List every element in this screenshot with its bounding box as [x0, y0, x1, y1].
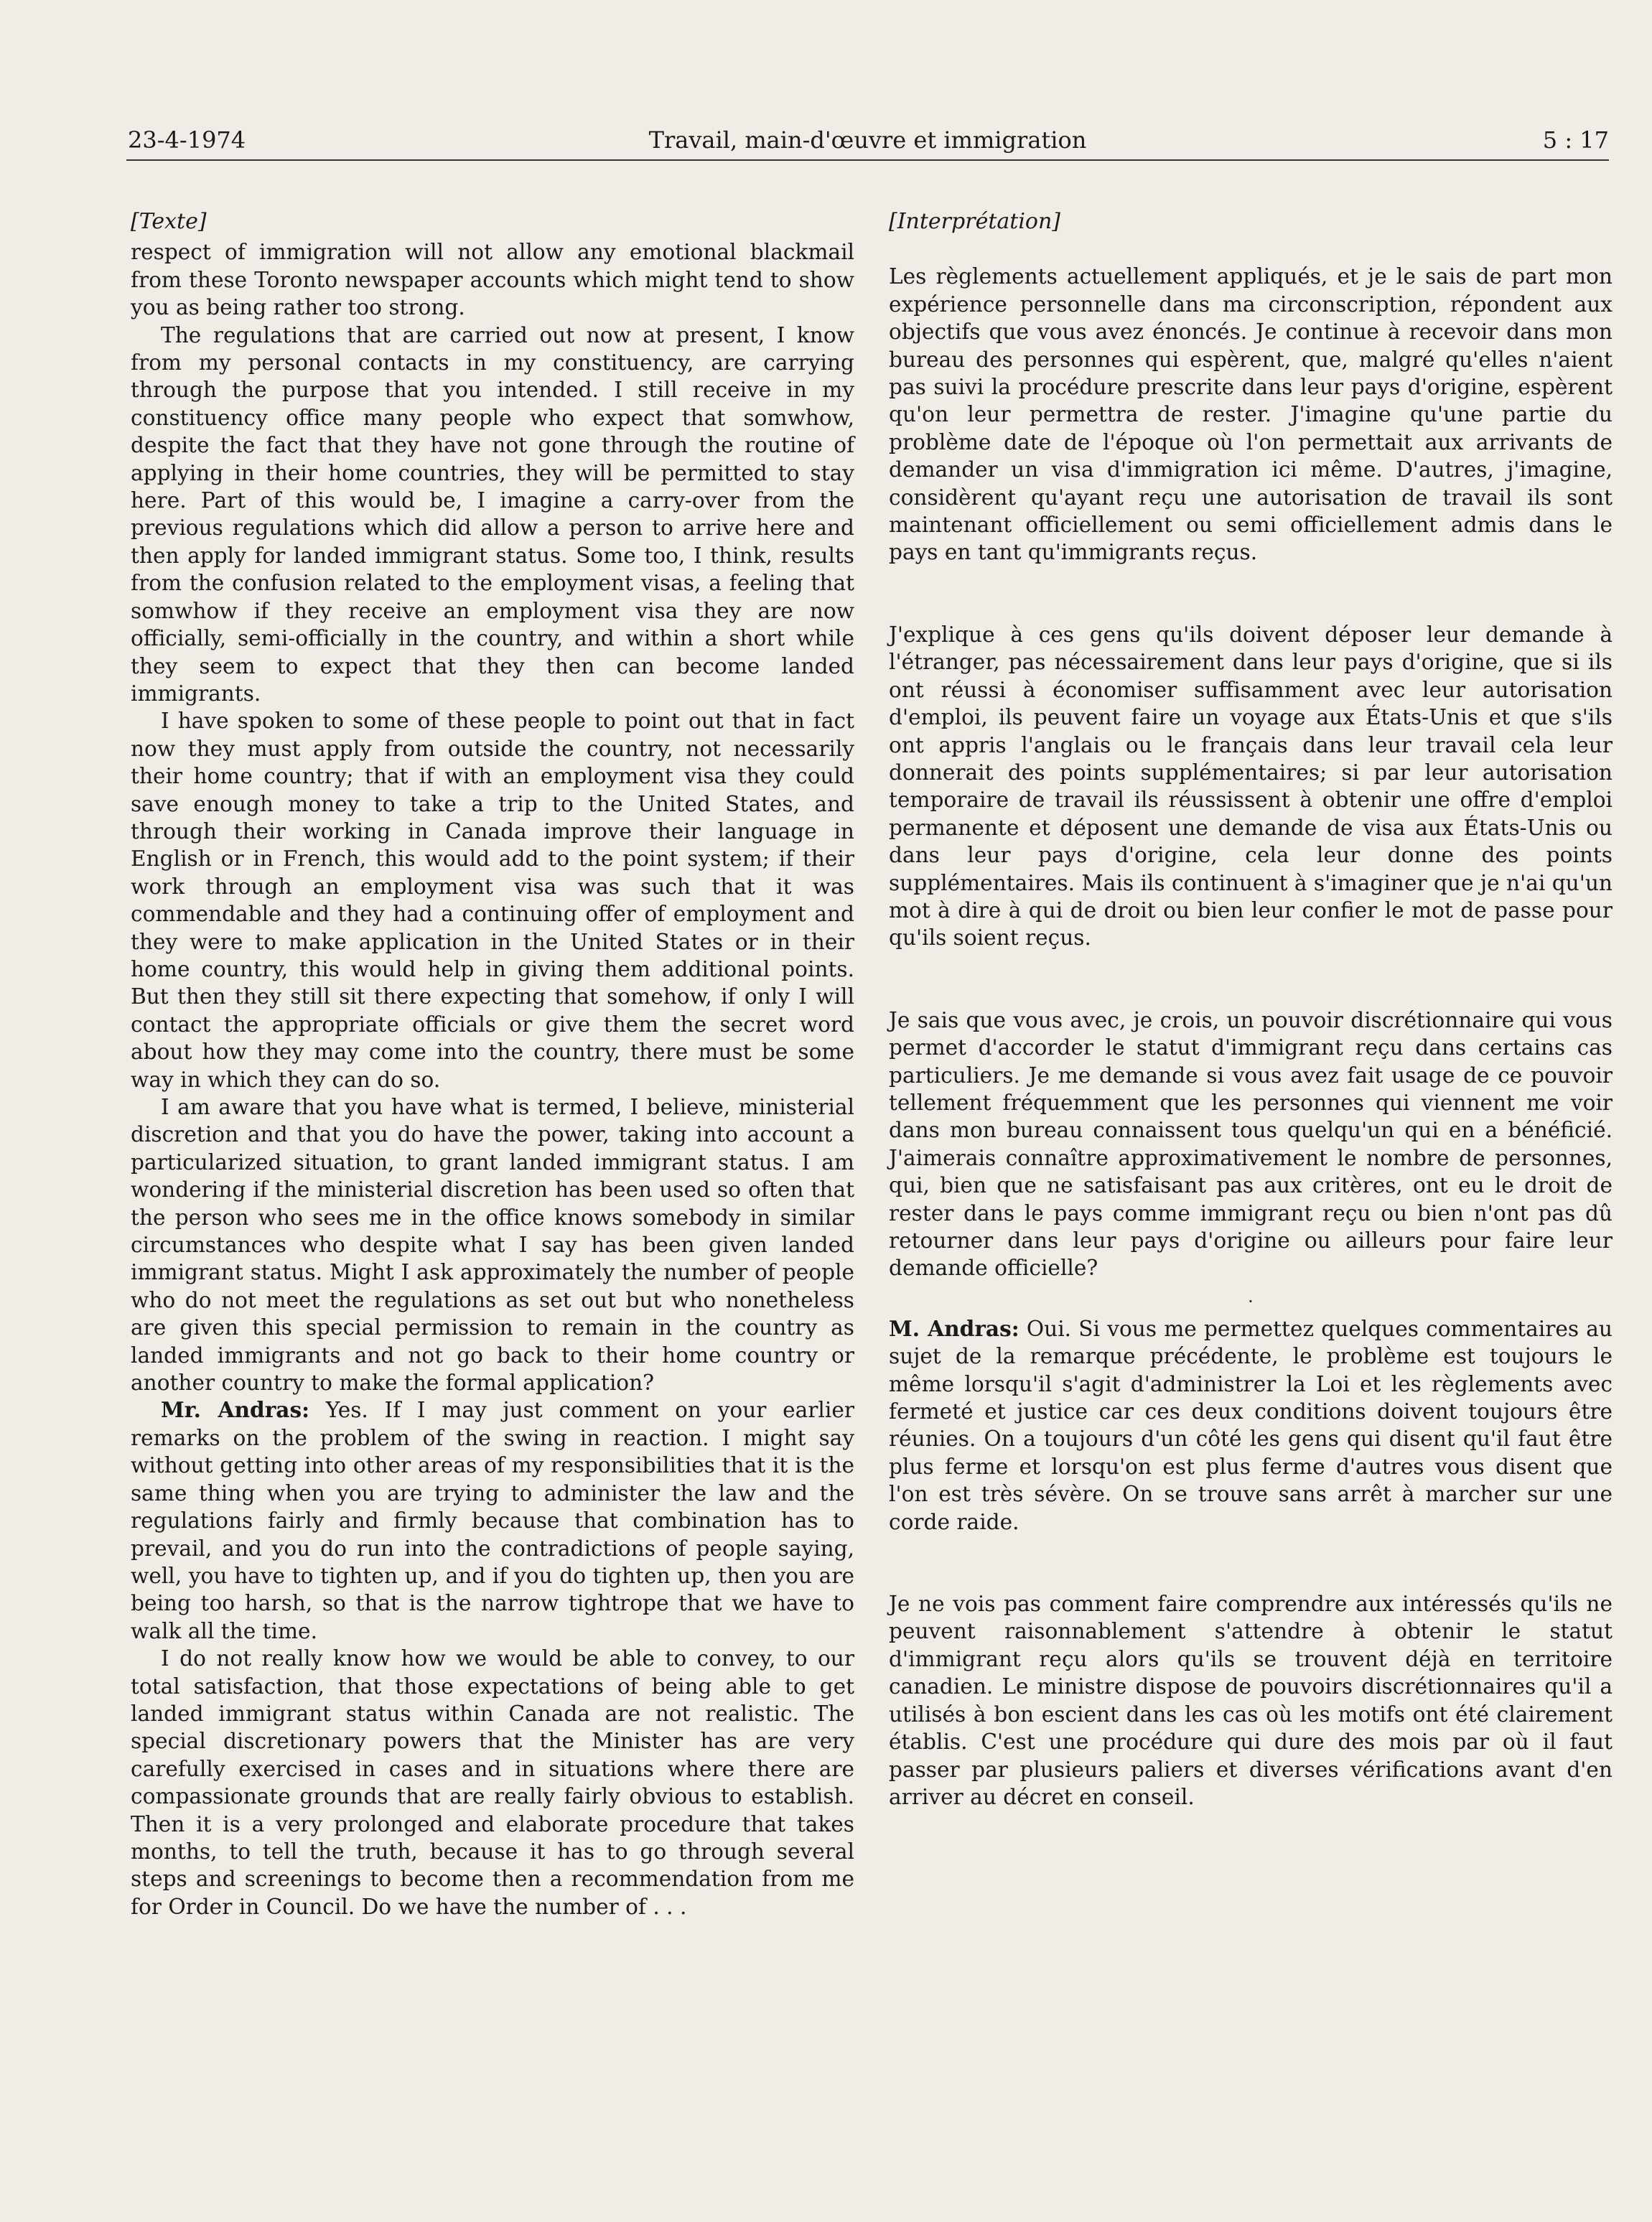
english-column — [131, 208, 854, 1920]
paragraph: Je sais que vous avec, je crois, un pouvoir discrétionnaire qui vous permet d'accorder le statut d'immigrant reçu dans certains cas particuliers. Je me demande si vous avez fait usage de ce pouvoir tellement fréquemment que les personnes qui viennent me voir dans mon bureau connaissent tous quelqu'un qui en a bénéficié. J'aimerais connaître approximativement le nombre de personnes, qui, bien que ne satisfaisant pas aux critères, ont eu le droit de rester dans le pays comme immigrant reçu ou bien n'ont pas dû retourner dans leur pays d'origine ou ailleurs pour faire leur demande officielle? — [889, 1007, 1613, 1281]
page-header — [126, 123, 1609, 161]
speech-text: Oui. Si vous me permettez quelques commentaires au sujet de la remarque précédente, le problème est toujours le même lorsqu'il s'agit d'administrer la Loi et les règlements avec fermeté et justice car ces deux conditions doivent toujours être réunies. On a toujours d'un côté les gens qui disent qu'il faut être plus ferme et lorsqu'on est plus ferme d'autres vous disent que l'on est très sévère. On se trouve sans arrêt à marcher sur une corde raide. — [889, 1316, 1613, 1534]
speaker-name: M. Andras: — [889, 1315, 1019, 1341]
text-label: [Texte] — [131, 209, 207, 234]
paragraph — [889, 1315, 1613, 1536]
speaker-name: Mr. Andras: — [161, 1397, 310, 1423]
paragraph — [131, 1396, 854, 1645]
paragraph: respect of immigration will not allow any emotional blackmail from these Toronto newspaper accounts which might tend to show you as being rather too strong. — [131, 240, 854, 320]
paragraph: I have spoken to some of these people to point out that in fact now they must apply from outside the country, not necessarily their home country; that if with an employment visa they could save enough money to take a trip to the United States, and through their working in Canada improve their language in English or in French, this would add to the point system; if their work through an employment visa was such that it was commendable and they had a continuing offer of employment and they were to make application in the United States or in their home country, this would help in giving them additional points. But then they still sit there expecting that somehow, if only I will contact the appropriate officials or give them the secret word about how they may come into the country, there must be some way in which they can do so. — [131, 709, 854, 1092]
paragraph: I am aware that you have what is termed, I believe, ministerial discretion and that you do have the power, taking into account a particularized situation, to grant landed immigrant status. I am wondering if the ministerial discretion has been used so often that the person who sees me in the office knows somebody in similar circumstances who despite what I say has been given landed immigrant status. Might I ask approximately the number of people who do not meet the regulations as set out but who nonetheless are given this special permission to remain in the country as landed immigrants and not go back to their home country or another country to make the formal application? — [131, 1095, 854, 1396]
header-page-number: 5 : 17 — [1542, 126, 1609, 154]
paragraph: I do not really know how we would be able to convey, to our total satisfaction, that those expectations of being able to get landed immigrant status within Canada are not realistic. The special discretionary powers that the Minister has are very carefully exercised in cases and in situations where there are compassionate grounds that are really fairly obvious to establish. Then it is a very prolonged and elaborate procedure that takes months, to tell the truth, because it has to go through several steps and screenings to become then a recommendation from me for Order in Council. Do we have the number of . . . — [131, 1646, 854, 1919]
paragraph: Les règlements actuellement appliqués, et je le sais de part mon expérience personnelle dans ma circonscription, répondent aux objectifs que vous avez énoncés. Je continue à recevoir dans mon bureau des personnes qui espèrent, que, malgré qu'elles n'aient pas suivi la procédure prescrite dans leur pays d'origine, espèrent qu'on leur permettra de rester. J'imagine qu'une partie du problème date de l'époque où l'on permettait aux arrivants de demander un visa d'immigration ici même. D'autres, j'imagine, considèrent qu'ayant reçu une autorisation de travail ils sont maintenant officiellement ou semi officiellement admis dans le pays en tant qu'immigrants reçus. — [889, 264, 1613, 565]
header-title: Travail, main-d'œuvre et immigration — [648, 126, 1087, 154]
french-column — [889, 208, 1613, 1811]
interpretation-label: [Interprétation] — [889, 209, 1061, 234]
paragraph: The regulations that are carried out now at present, I know from my personal contacts in my constituency, are carrying through the purpose that you intended. I still receive in my constituency office many people who expect that somwhow, despite the fact that they have not gone through the routine of applying in their home countries, they will be permitted to stay here. Part of this would be, I imagine a carry-over from the previous regulations which did allow a person to arrive here and then apply for landed immigrant status. Some too, I think, results from the confusion related to the employment visas, a feeling that somwhow if they receive an employment visa they are now officially, semi-officially in the country, and within a short while they seem to expect that they then can become landed immigrants. — [131, 322, 854, 706]
header-date: 23-4-1974 — [128, 126, 246, 154]
paragraph: Je ne vois pas comment faire comprendre aux intéressés qu'ils ne peuvent raisonnablement s'attendre à obtenir le statut d'immigrant reçu alors qu'ils se trouvent déjà en territoire canadien. Le ministre dispose de pouvoirs discrétionnaires qu'il a utilisés à bon escient dans les cas où les motifs ont été clairement établis. C'est une procédure qui dure des mois par où il faut passer par plusieurs paliers et diverses vérifications avant d'en arriver au décret en conseil. — [889, 1592, 1613, 1809]
paragraph: J'explique à ces gens qu'ils doivent déposer leur demande à l'étranger, pas nécessairement dans leur pays d'origine, que si ils ont réussi à économiser suffisamment avec leur autorisation d'emploi, ils peuvent faire un voyage aux États-Unis et que s'ils ont appris l'anglais ou le français dans leur travail cela leur donnerait des points supplémentaires; si par leur autorisation temporaire de travail ils réussissent à obtenir une offre d'emploi permanente et déposent une demande de visa aux États-Unis ou dans leur pays d'origine, cela leur donne des points supplémentaires. Mais ils continuent à s'imaginer que je n'ai qu'un mot à dire à qui de droit ou bien leur confier le mot de passe pour qu'ils soient reçus. — [889, 622, 1613, 951]
speech-text: Yes. If I may just comment on your earlier remarks on the problem of the swing in reaction. I might say without getting into other areas of my responsibilities that it is the same thing when you are trying to administer the law and the regulations fairly and firmly because that combination has to prevail, and you do run into the contradictions of people saying, well, you have to tighten up, and if you do tighten up, then you are being too harsh, so that is the narrow tightrope that we have to walk all the time. — [131, 1398, 854, 1643]
separator-dot: · — [1248, 1291, 1254, 1312]
